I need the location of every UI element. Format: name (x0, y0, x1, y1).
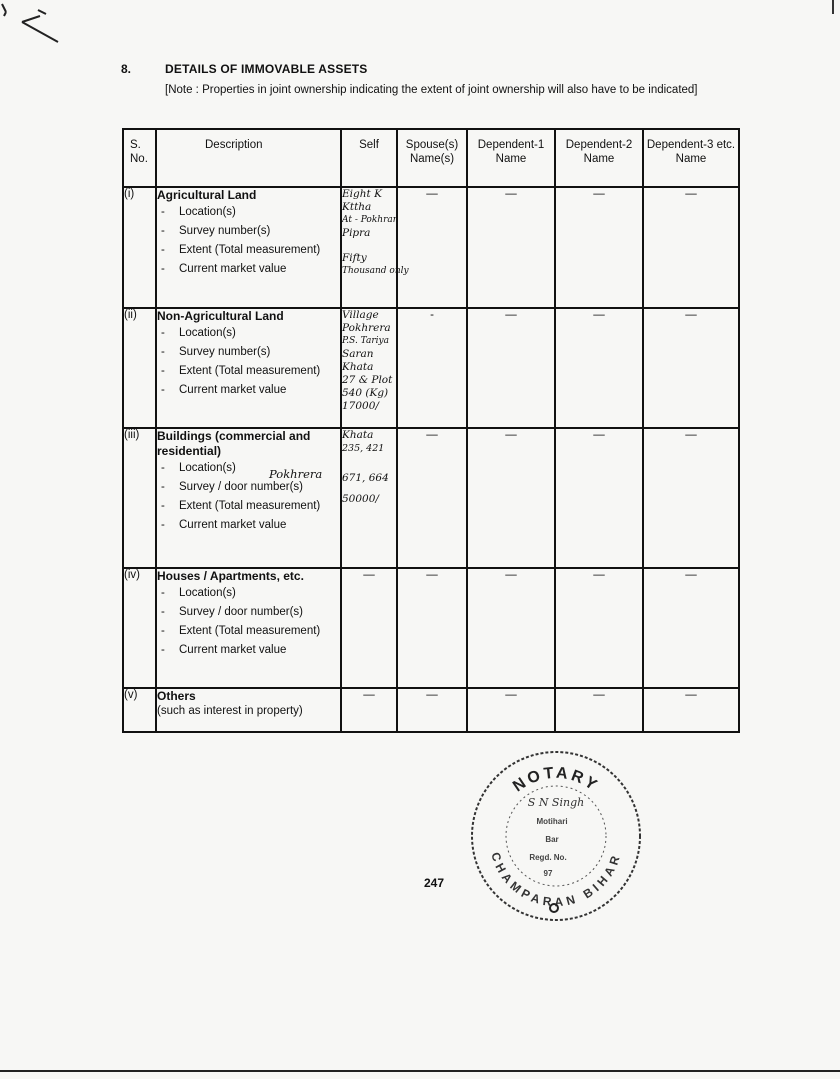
row-items (157, 205, 340, 277)
header-dependent-3: Dependent-3 etc. Name (643, 129, 739, 187)
table-header-row (123, 129, 739, 187)
seal-line: Regd. No. (529, 853, 567, 862)
header-self: Self (341, 129, 397, 187)
seal-line: 97 (543, 869, 553, 878)
table-row (123, 308, 739, 428)
row-dependent-3-value: — (643, 688, 739, 732)
handwritten-entry: 27 & Plot (342, 374, 393, 386)
header-description: Description (156, 129, 341, 187)
svg-text:NOTARY (510, 765, 602, 796)
row-title: Buildings (commercial and residential) (157, 429, 311, 458)
row-items (157, 586, 340, 658)
row-dependent-3-value: — (643, 428, 739, 568)
handwritten-entry: Thousand only (342, 266, 409, 276)
row-dependent-1-value: — (467, 428, 555, 568)
scan-bottom-edge (0, 1070, 840, 1072)
row-spouse-value: — (397, 688, 467, 732)
row-description (156, 308, 341, 428)
table-row (123, 428, 739, 568)
row-subtitle: (such as interest in property) (157, 705, 303, 717)
handwritten-entry: 50000/ (342, 493, 379, 505)
header-spouse: Spouse(s) Name(s) (397, 129, 467, 187)
row-dependent-2-value: — (555, 428, 643, 568)
handwritten-entry: Kttha (342, 201, 372, 213)
row-title: Non-Agricultural Land (157, 309, 284, 323)
row-description (156, 568, 341, 688)
row-spouse-value: — (397, 428, 467, 568)
seal-name: S N Singh (527, 796, 585, 809)
handwritten-entry: Khata (342, 361, 374, 373)
header-dependent-2: Dependent-2 Name (555, 129, 643, 187)
row-dependent-1-value: — (467, 187, 555, 308)
seal-line: Motihari (536, 817, 568, 826)
handwritten-location: Pokhrera (269, 467, 323, 481)
row-sno: (i) (123, 187, 156, 308)
row-dependent-1-value: — (467, 688, 555, 732)
page-number: 247 (424, 876, 445, 890)
table-row (123, 187, 739, 308)
handwritten-entry: Fifty (342, 252, 367, 264)
scan-corner-mark (0, 0, 70, 50)
list-item: - Current market value (157, 262, 340, 277)
row-sno: (v) (123, 688, 156, 732)
list-item: - Extent (Total measurement) (157, 243, 340, 258)
row-dependent-2-value: — (555, 308, 643, 428)
row-sno: (iv) (123, 568, 156, 688)
section-note: [Note : Properties in joint ownership indicating the extent of joint ownership will also have to be indicated] (165, 84, 698, 96)
row-spouse-value: — (397, 187, 467, 308)
row-dependent-1-value: — (467, 308, 555, 428)
handwritten-entry: At - Pokhran (342, 215, 399, 225)
row-description (156, 187, 341, 308)
header-sno: S. No. (123, 129, 156, 187)
handwritten-entry: P.S. Tariya (342, 336, 389, 346)
handwritten-entry: Pokhrera (342, 322, 391, 334)
row-dependent-2-value: — (555, 187, 643, 308)
notary-seal (468, 748, 644, 924)
handwritten-entry: Khata (342, 429, 374, 441)
row-dependent-2-value: — (555, 688, 643, 732)
row-spouse-value: — (397, 568, 467, 688)
handwritten-entry: Eight K (342, 188, 382, 200)
row-spouse-value: - (397, 308, 467, 428)
list-item: - Survey / door number(s) (157, 605, 340, 620)
immovable-assets-table (122, 128, 740, 733)
seal-top-text: NOTARY (510, 764, 603, 796)
list-item: - Survey number(s) (157, 345, 340, 360)
row-dependent-2-value: — (555, 568, 643, 688)
row-title: Houses / Apartments, etc. (157, 569, 304, 583)
row-self-value (341, 187, 409, 308)
row-self-value: — (341, 688, 397, 732)
handwritten-entry: Village (342, 309, 379, 321)
row-dependent-3-value: — (643, 187, 739, 308)
list-item: - Survey / door number(s) (157, 480, 340, 495)
list-item: - Current market value (157, 383, 340, 398)
handwritten-entry: Saran (342, 348, 374, 360)
seal-bottom-text: CHAMPARAN BIHAR (488, 850, 624, 910)
row-title: Agricultural Land (157, 188, 257, 202)
list-item: - Location(s) (157, 461, 340, 476)
row-sno: (ii) (123, 308, 156, 428)
list-item: - Current market value (157, 518, 340, 533)
handwritten-entry: 17000/ (342, 400, 379, 412)
row-title: Others (157, 689, 196, 703)
list-item: - Extent (Total measurement) (157, 499, 340, 514)
handwritten-entry: Pipra (342, 227, 371, 239)
row-self-value: — (341, 568, 397, 688)
table-row (123, 688, 739, 732)
row-items (157, 326, 340, 398)
list-item: - Extent (Total measurement) (157, 624, 340, 639)
list-item: - Location(s) (157, 205, 340, 220)
row-self-value (341, 308, 397, 428)
row-dependent-3-value: — (643, 568, 739, 688)
row-dependent-3-value: — (643, 308, 739, 428)
list-item: - Location(s) (157, 586, 340, 601)
list-item: - Survey number(s) (157, 224, 340, 239)
section-number: 8. (121, 62, 132, 76)
seal-line: Bar (545, 835, 559, 844)
row-sno: (iii) (123, 428, 156, 568)
row-description (156, 688, 341, 732)
handwritten-entry: 671, 664 (342, 472, 389, 484)
table-row (123, 568, 739, 688)
list-item: - Current market value (157, 643, 340, 658)
list-item: - Location(s) (157, 326, 340, 341)
section-title: DETAILS OF IMMOVABLE ASSETS (165, 62, 368, 76)
row-dependent-1-value: — (467, 568, 555, 688)
header-dependent-1: Dependent-1 Name (467, 129, 555, 187)
handwritten-entry: 540 (Kg) (342, 387, 389, 399)
row-self-value (341, 428, 397, 568)
list-item: - Extent (Total measurement) (157, 364, 340, 379)
row-description (156, 428, 341, 568)
scan-corner-tick (832, 0, 834, 14)
handwritten-entry: 235, 421 (342, 443, 385, 454)
